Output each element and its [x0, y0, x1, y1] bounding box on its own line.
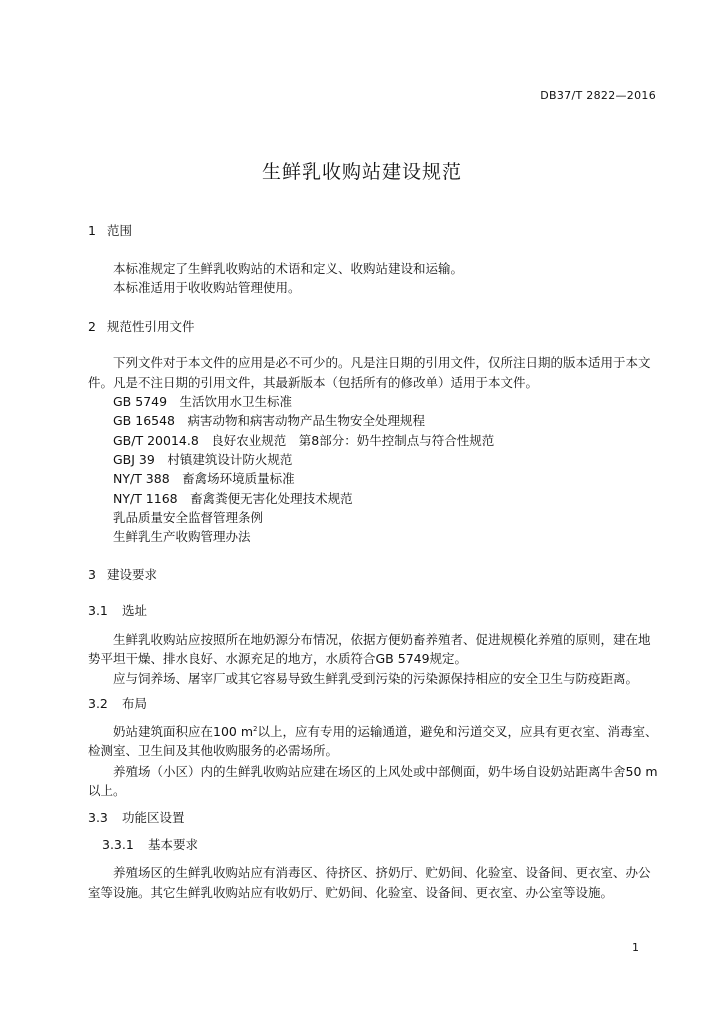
reference-item: 乳品质量安全监督管理条例 — [113, 510, 264, 525]
paragraph-continuation: 势平坦干燥、排水良好、水源充足的地方，水质符合GB 5749规定。 — [88, 651, 468, 666]
section-title: 功能区设置 — [122, 810, 185, 825]
paragraph: 养殖场区的生鲜乳收购站应有消毒区、待挤区、挤奶厅、贮奶间、化验室、设备间、更衣室、办公 — [113, 865, 651, 880]
paragraph — [113, 722, 658, 740]
section-number: 1 — [88, 223, 96, 238]
section-title: 基本要求 — [148, 837, 199, 852]
section-3-3-1-heading — [102, 835, 198, 853]
reference-item: GB/T 20014.8 良好农业规范 第8部分：奶牛控制点与符合性规范 — [113, 433, 495, 448]
reference-item: 生鲜乳生产收购管理办法 — [113, 529, 251, 544]
document-title: 生鲜乳收购站建设规范 — [261, 161, 462, 183]
paragraph: 本标准规定了生鲜乳收购站的术语和定义、收购站建设和运输。 — [113, 261, 464, 276]
paragraph-continuation: 以上。 — [88, 783, 126, 798]
section-1-heading — [88, 221, 132, 239]
paragraph-continuation: 件。凡是不注日期的引用文件，其最新版本（包括所有的修改单）适用于本文件。 — [88, 375, 539, 390]
section-3-2-heading — [88, 694, 147, 712]
section-number: 3.2 — [88, 696, 108, 711]
section-title: 范围 — [107, 223, 133, 238]
section-title: 布局 — [122, 696, 148, 711]
text-segment: 奶站建筑面积应在100 m — [113, 724, 254, 739]
paragraph: 本标准适用于收收购站管理使用。 — [113, 280, 301, 295]
section-number: 2 — [88, 319, 96, 334]
page-number: 1 — [632, 941, 639, 954]
paragraph: 下列文件对于本文件的应用是必不可少的。凡是注日期的引用文件，仅所注日期的版本适用于本文 — [113, 355, 651, 370]
section-number: 3.3 — [88, 810, 108, 825]
section-title: 建设要求 — [107, 567, 158, 582]
reference-item: GB 5749 生活饮用水卫生标准 — [113, 394, 293, 409]
reference-item: GB 16548 病害动物和病害动物产品生物安全处理规程 — [113, 413, 426, 428]
section-title: 选址 — [122, 603, 148, 618]
section-number: 3.3.1 — [102, 837, 134, 852]
paragraph: 养殖场（小区）内的生鲜乳收购站应建在场区的上风处或中部侧面，奶牛场自设奶站距离牛舍50 m — [113, 764, 658, 779]
section-number: 3 — [88, 567, 96, 582]
paragraph: 应与饲养场、屠宰厂或其它容易导致生鲜乳受到污染的污染源保持相应的安全卫生与防疫距离。 — [113, 671, 639, 686]
paragraph: 生鲜乳收购站应按照所在地奶源分布情况，依据方便奶畜养殖者、促进规模化养殖的原则，建在地 — [113, 632, 651, 647]
standard-code: DB37/T 2822—2016 — [540, 89, 656, 102]
text-segment: 以上，应有专用的运输通道，避免和污道交叉，应具有更衣室、消毒室、 — [257, 724, 658, 739]
superscript: 2 — [253, 724, 258, 733]
reference-item: NY/T 388 畜禽场环境质量标准 — [113, 471, 295, 486]
reference-item: NY/T 1168 畜禽粪便无害化处理技术规范 — [113, 491, 353, 506]
section-3-heading — [88, 565, 157, 583]
section-title: 规范性引用文件 — [107, 319, 195, 334]
section-2-heading — [88, 317, 195, 335]
section-3-1-heading — [88, 601, 147, 619]
section-3-3-heading — [88, 808, 185, 826]
reference-item: GBJ 39 村镇建筑设计防火规范 — [113, 452, 293, 467]
section-number: 3.1 — [88, 603, 108, 618]
paragraph-continuation: 室等设施。其它生鲜乳收购站应有收奶厅、贮奶间、化验室、设备间、更衣室、办公室等设施。 — [88, 885, 614, 900]
paragraph-continuation: 检测室、卫生间及其他收购服务的必需场所。 — [88, 743, 339, 758]
